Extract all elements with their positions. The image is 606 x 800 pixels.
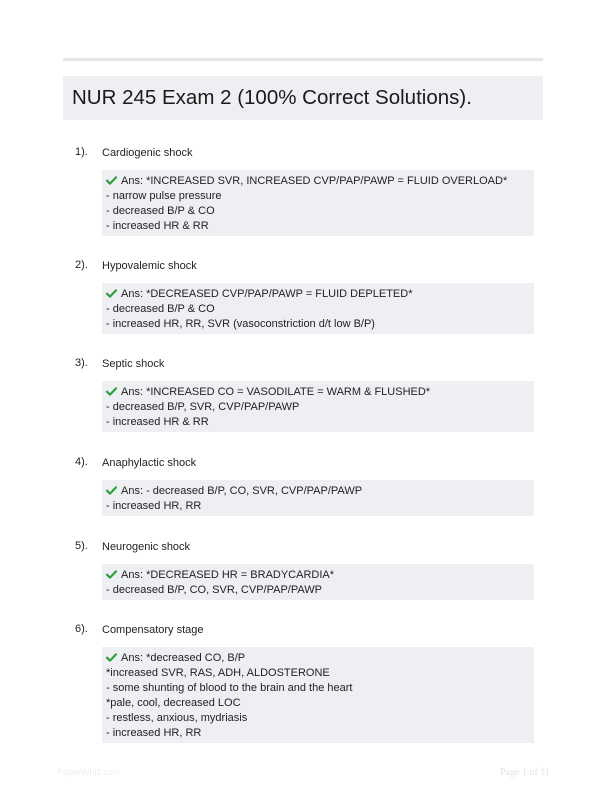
answer-text: - some shunting of blood to the brain and the heart (106, 682, 353, 694)
question-text: Neurogenic shock (102, 541, 191, 553)
answer-line (106, 568, 534, 583)
answer-box (102, 564, 534, 600)
page-title: NUR 245 Exam 2 (100% Correct Solutions). (72, 86, 472, 109)
answer-line (106, 204, 534, 219)
answer-box (102, 170, 534, 236)
answer-line (106, 583, 534, 598)
title-bar (63, 76, 543, 120)
answer-line (106, 711, 534, 726)
question-number: 4). (75, 456, 88, 468)
answer-line (106, 651, 534, 666)
answer-text: - increased HR, RR, SVR (vasoconstriction d/t low B/P) (106, 318, 375, 330)
answer-text: Ans: *decreased CO, B/P (121, 652, 246, 664)
answer-line (106, 174, 534, 189)
question-text: Anaphylactic shock (102, 457, 197, 469)
answer-text: - decreased B/P, SVR, CVP/PAP/PAWP (106, 401, 300, 413)
answer-text: - restless, anxious, mydriasis (106, 712, 248, 724)
answer-line (106, 484, 534, 499)
answer-text: - increased HR & RR (106, 220, 209, 232)
answer-line (106, 317, 534, 332)
footer-watermark: PaperWhiz.com (57, 767, 121, 777)
question-text: Cardiogenic shock (102, 147, 193, 159)
answer-text: Ans: - decreased B/P, CO, SVR, CVP/PAP/PAWP (121, 485, 363, 497)
answer-line (106, 385, 534, 400)
question-text: Compensatory stage (102, 624, 204, 636)
question-number: 3). (75, 357, 88, 369)
answer-text: Ans: *DECREASED CVP/PAP/PAWP = FLUID DEPLETED* (121, 288, 413, 300)
answer-text: - increased HR, RR (106, 500, 202, 512)
answer-text: - increased HR & RR (106, 416, 209, 428)
answer-line (106, 666, 534, 681)
answer-line (106, 726, 534, 741)
check-icon (106, 486, 117, 495)
check-icon (106, 289, 117, 298)
top-divider (63, 58, 543, 61)
answer-line (106, 189, 534, 204)
answer-text: - decreased B/P & CO (106, 205, 215, 217)
check-icon (106, 176, 117, 185)
answer-text: - decreased B/P, CO, SVR, CVP/PAP/PAWP (106, 584, 323, 596)
answer-line (106, 287, 534, 302)
answer-text: Ans: *DECREASED HR = BRADYCARDIA* (121, 569, 335, 581)
answer-line (106, 681, 534, 696)
answer-line (106, 415, 534, 430)
answer-box (102, 480, 534, 516)
answer-line (106, 219, 534, 234)
check-icon (106, 570, 117, 579)
answer-box (102, 647, 534, 743)
check-icon (106, 387, 117, 396)
answer-text: - narrow pulse pressure (106, 190, 222, 202)
answer-line (106, 302, 534, 317)
answer-text: Ans: *INCREASED SVR, INCREASED CVP/PAP/PAWP = FLUID OVERLOAD* (121, 175, 508, 187)
answer-text: *increased SVR, RAS, ADH, ALDOSTERONE (106, 667, 330, 679)
answer-box (102, 283, 534, 334)
question-number: 5). (75, 540, 88, 552)
answer-line (106, 499, 534, 514)
question-text: Hypovalemic shock (102, 260, 197, 272)
answer-text: Ans: *INCREASED CO = VASODILATE = WARM & FLUSHED* (121, 386, 431, 398)
answer-line (106, 696, 534, 711)
page-number: Page 1 of 11 (500, 767, 550, 778)
question-number: 1). (75, 146, 88, 158)
answer-text: - decreased B/P & CO (106, 303, 215, 315)
question-number: 2). (75, 259, 88, 271)
answer-box (102, 381, 534, 432)
check-icon (106, 653, 117, 662)
question-number: 6). (75, 623, 88, 635)
answer-text: *pale, cool, decreased LOC (106, 697, 241, 709)
question-text: Septic shock (102, 358, 165, 370)
answer-line (106, 400, 534, 415)
answer-text: - increased HR, RR (106, 727, 202, 739)
